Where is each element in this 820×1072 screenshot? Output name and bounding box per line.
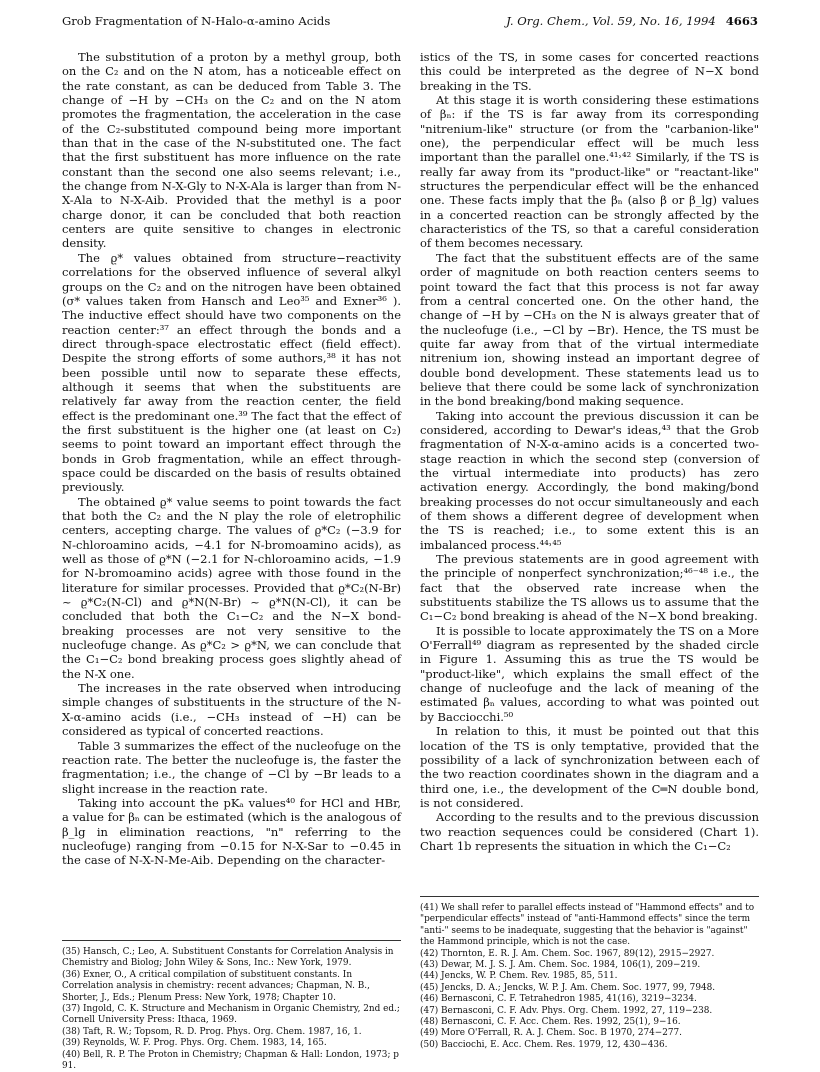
page-number: 4663 — [725, 14, 758, 28]
footnote: (46) Bernasconi, C. F. Tetrahedron 1985, 41(16), 3219−3234. — [420, 994, 697, 1005]
paragraph: The ϱ* values obtained from structure−reactivity correlations for the observed influence of several alkyl groups on the C₂ and on the nitrogen have been obtained (σ* values taken from Hansch and Leo³⁵ and Exner³⁶ ). The inductive effect should have two components on the reaction center:³⁷ an effect through the bonds and a direct through-space electrostatic effect (field effect). Despite the strong efforts of some authors,³⁸ it has not been possible until now to separate these effects, although it seems that when the substituents are relatively far away from the reaction center, the field effect is the predominant one.³⁹ The fact that the effect of the first substituent is the higher one (at least on C₂) seems to point toward an important effect through the bonds in Grob fragmentation, while an effect through-space could be discarded on the basis of results obtained previously. — [62, 250, 401, 495]
paragraph: Taking into account the pKₐ values⁴⁰ for HCl and HBr, a value for βₙ can be estimated (which is the analogous of β_lg in elimination reactions, "n" referring to the nucleofuge) ranging from −0.15 for N-X-Sar to −0.45 in the case of N-X-N-Me-Aib. Depending on the character- — [62, 795, 401, 868]
footnotes-right — [420, 896, 759, 1051]
footnote: (38) Taft, R. W.; Topsom, R. D. Prog. Phys. Org. Chem. 1987, 16, 1. — [62, 1026, 362, 1037]
paragraph: The increases in the rate observed when introducing simple changes of substituents in the structure of the N-X-α-amino acids (i.e., −CH₃ instead of −H) can be considered as typical of concerted reactions. — [62, 681, 401, 739]
footnote: (48) Bernasconi, C. F. Acc. Chem. Res. 1992, 25(1), 9−16. — [420, 1017, 681, 1028]
running-title: Grob Fragmentation of N-Halo-α-amino Acids — [62, 14, 331, 28]
paragraph: The substitution of a proton by a methyl group, both on the C₂ and on the N atom, has a noticeable effect on the rate constant, as can be deduced from Table 3. The change of −H by −CH₃ on the C₂ and on the N atom promotes the fragmentation, the acceleration in the case of the C₂-substituted compound being more important than that in the case of the N-substituted one. The fact that the first substituent has more influence on the rate constant than the second one also seems relevant; i.e., the change from N-X-Gly to N-X-Ala is larger than from N-X-Ala to N-X-Aib. Provided that the methyl is a poor charge donor, it can be concluded that both reaction centers are quite sensitive to changes in electronic density. — [62, 50, 401, 251]
paragraph: It is possible to locate approximately the TS on a More O'Ferrall⁴⁹ diagram as represented by the shaded circle in Figure 1. Assuming this as true the TS would be "product-like", which explains the small effect of the change of nucleofuge and the lack of meaning of the estimated βₙ values, according to what was pointed out by Bacciocchi.⁵⁰ — [420, 623, 759, 724]
paragraph: At this stage it is worth considering these estimations of βₙ: if the TS is far away from its corresponding "nitrenium-like" structure (or from the "carbanion-like" one), the perpendicular effect will be much less important than the parallel one.⁴¹˒⁴² Similarly, if the TS is really far away from its "product-like" or "reactant-like" structures the perpendicular effect will be the enhanced one. These facts imply that the βₙ (also β or β_lg) values in a concerted reaction can be strongly affected by the characteristics of the TS, so that a careful consideration of them becomes necessary. — [420, 93, 759, 251]
left-column — [62, 50, 401, 868]
right-column — [420, 50, 759, 853]
journal-citation — [506, 14, 758, 28]
footnote: (49) More O'Ferrall, R. A. J. Chem. Soc. B 1970, 274−277. — [420, 1028, 682, 1039]
journal-name: J. Org. Chem., Vol. 59, No. 16, 1994 — [506, 14, 716, 28]
paragraph: The fact that the substituent effects are of the same order of magnitude on both reaction centers seems to point toward the fact that this process is not far away from a central concerted one. On the other hand, the change of −H by −CH₃ on the N is always greater that of the nucleofuge (i.e., −Cl by −Br). Hence, the TS must be quite far away from that of the virtual intermediate nitrenium ion, showing instead an important degree of double bond development. These statements lead us to believe that there could be some lack of synchronization in the bond breaking/bond making sequence. — [420, 250, 759, 409]
footnote-rule — [420, 896, 759, 897]
paragraph: Taking into account the previous discussion it can be considered, according to Dewar's ideas,⁴³ that the Grob fragmentation of N-X-α-amino acids is a concerted two-stage reaction in which the second step (conversion of the virtual intermediate into products) has zero activation energy. Accordingly, the bond making/bond breaking processes do not occur simultaneously and each of them shows a different degree of development when the TS is reached; i.e., to some extent this is an imbalanced process.⁴⁴˒⁴⁵ — [420, 408, 759, 552]
footnote: (45) Jencks, D. A.; Jencks, W. P. J. Am. Chem. Soc. 1977, 99, 7948. — [420, 982, 716, 993]
paragraph: The previous statements are in good agreement with the principle of nonperfect synchronization;⁴⁶⁻⁴⁸ i.e., the fact that the observed rate increase when the substituents stabilize the TS allows us to assume that the C₁−C₂ bond breaking is ahead of the N−X bond breaking. — [420, 552, 759, 624]
paragraph: According to the results and to the previous discussion two reaction sequences could be considered (Chart 1). Chart 1b represents the situation in which the C₁−C₂ — [420, 810, 759, 853]
footnote: (41) We shall refer to parallel effects instead of "Hammond effects" and to "perpendicular effects" instead of "anti-Hammond effects" since the term "anti-" seems to be inadequate, suggesting that the behavior is "against" the Hammond principle, which is not the case. — [420, 903, 755, 948]
paragraph: Table 3 summarizes the effect of the nucleofuge on the reaction rate. The better the nucleofuge is, the faster the fragmentation; i.e., the change of −Cl by −Br leads to a slight increase in the reaction rate. — [62, 738, 401, 796]
footnote-rule — [62, 940, 401, 941]
footnote: (37) Ingold, C. K. Structure and Mechanism in Organic Chemistry, 2nd ed.; Cornell University Press: Ithaca, 1969. — [62, 1004, 400, 1026]
footnote: (36) Exner, O., A critical compilation of substituent constants. In Correlation analysis in chemistry: recent advances; Chapman, N. B., Shorter, J., Eds.; Plenum Press: New York, 1978; Chapter 10. — [62, 969, 370, 1003]
footnote: (35) Hansch, C.; Leo, A. Substituent Constants for Correlation Analysis in Chemistry and Biolog; John Wiley & Sons, Inc.: New York, 1979. — [62, 947, 394, 969]
footnote: (39) Reynolds, W. F. Prog. Phys. Org. Chem. 1983, 14, 165. — [62, 1038, 327, 1049]
paragraph: The obtained ϱ* value seems to point towards the fact that both the C₂ and the N play the role of eletrophilic centers, accepting charge. The values of ϱ*C₂ (−3.9 for N-chloroamino acids, −4.1 for N-bromoamino acids), as well as those of ϱ*N (−2.1 for N-chloroamino acids, −1.9 for N-bromoamino acids) agree with those found in the literature for similar processes. Provided that ϱ*C₂(N-Br) ~ ϱ*C₂(N-Cl) and ϱ*N(N-Br) ~ ϱ*N(N-Cl), it can be concluded that both the C₁−C₂ and the N−X bond-breaking processes are not very sensitive to the nucleofuge change. As ϱ*C₂ > ϱ*N, we can conclude that the C₁−C₂ bond breaking process goes slightly ahead of the N-X one. — [62, 494, 401, 681]
footnote: (40) Bell, R. P. The Proton in Chemistry; Chapman & Hall: London, 1973; p 91. — [62, 1049, 399, 1072]
footnotes-left — [62, 940, 401, 1072]
footnote: (44) Jencks, W. P. Chem. Rev. 1985, 85, 511. — [420, 971, 618, 982]
paragraph: In relation to this, it must be pointed out that this location of the TS is only temptative, provided that the possibility of a lack of synchronization between each of the two reaction coordinates shown in the diagram and a third one, i.e., the development of the C═N double bond, is not considered. — [420, 724, 759, 810]
paragraph: istics of the TS, in some cases for concerted reactions this could be interpreted as the degree of N−X bond breaking in the TS. — [420, 50, 759, 93]
footnote: (50) Bacciochi, E. Acc. Chem. Res. 1979, 12, 430−436. — [420, 1039, 668, 1050]
footnote: (43) Dewar, M. J. S. J. Am. Chem. Soc. 1984, 106(1), 209−219. — [420, 960, 701, 971]
running-header — [62, 10, 758, 32]
footnote: (42) Thornton, E. R. J. Am. Chem. Soc. 1967, 89(12), 2915−2927. — [420, 948, 715, 959]
footnote: (47) Bernasconi, C. F. Adv. Phys. Org. Chem. 1992, 27, 119−238. — [420, 1005, 713, 1016]
